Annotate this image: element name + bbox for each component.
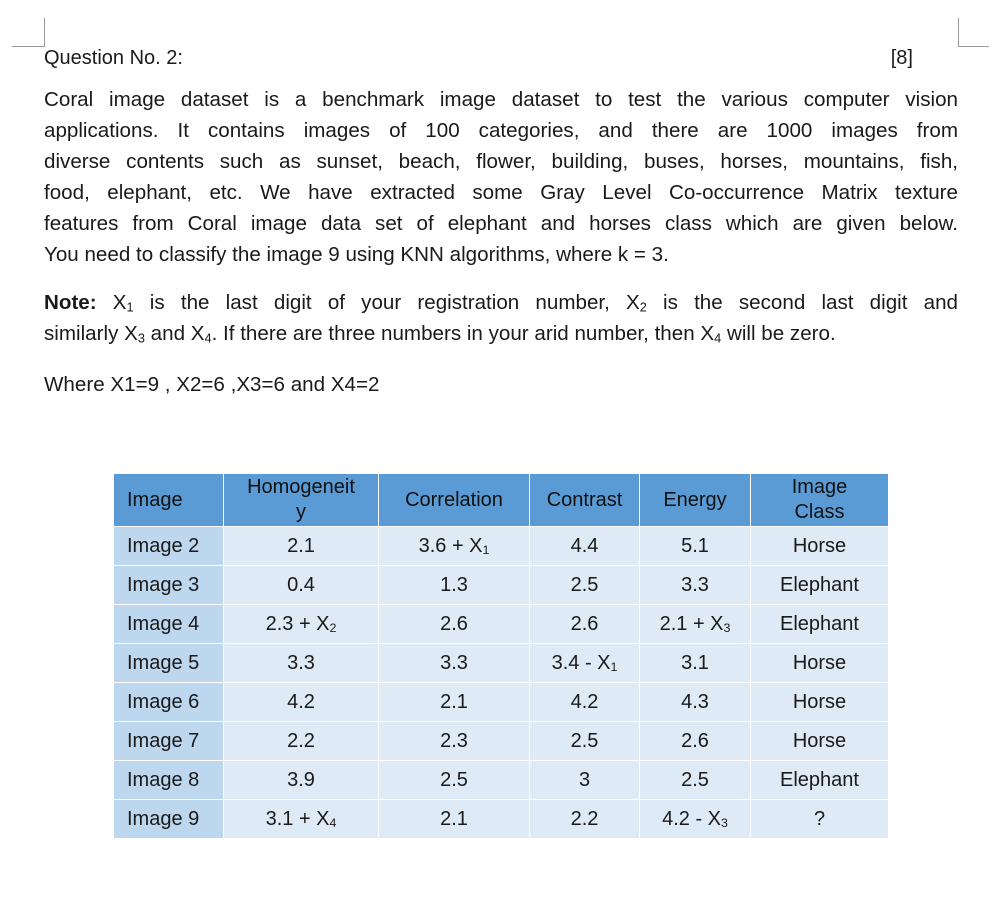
note-line-2: [44, 318, 958, 349]
note-line-1: [44, 287, 958, 318]
note-paragraph: [44, 287, 958, 349]
cell-image: Image 5: [114, 644, 224, 683]
cell-subscript: 3: [721, 815, 728, 830]
note-text: X: [96, 291, 127, 314]
note-text: . If there are three numbers in your arid number, then X: [211, 322, 715, 345]
cell-class: ?: [751, 800, 889, 839]
header-image: Image: [114, 474, 224, 527]
cell-image: Image 4: [114, 605, 224, 644]
note-subscript: 2: [639, 299, 647, 315]
cell-energy: 3.1: [640, 644, 751, 683]
cell-value: 2.3 + X: [265, 612, 330, 635]
features-table: [113, 473, 889, 839]
cell-correlation: 2.5: [379, 761, 530, 800]
cell-correlation: 3.3: [379, 644, 530, 683]
cell-homogeneity: 2.2: [224, 722, 379, 761]
note-subscript: 4: [204, 330, 212, 346]
question-marks: [8]: [890, 47, 913, 69]
note-text: is the second last digit and: [646, 291, 958, 314]
cell-subscript: 1: [610, 659, 618, 674]
cell-correlation: 2.3: [379, 722, 530, 761]
cell-subscript: 4: [329, 815, 337, 830]
cell-contrast: [530, 644, 640, 683]
cell-class: Elephant: [751, 761, 889, 800]
paragraph-line: diverse contents such as sunset, beach, flower, building, buses, horses, mountains, fish,: [44, 150, 958, 173]
cell-image: Image 2: [114, 527, 224, 566]
cell-subscript: 1: [482, 542, 490, 557]
cell-homogeneity: [224, 605, 379, 644]
note-text: is the last digit of your registration number, X: [133, 291, 640, 314]
note-text: and X: [144, 322, 205, 345]
header-class-line1: Image: [791, 476, 848, 498]
where-text: Where X1=9 , X2=6 ,X3=6 and X4=2: [44, 373, 380, 396]
cell-correlation: 2.1: [379, 683, 530, 722]
cell-homogeneity: 4.2: [224, 683, 379, 722]
cell-image: Image 9: [114, 800, 224, 839]
note-subscript: 3: [137, 330, 145, 346]
cell-class: Horse: [751, 527, 889, 566]
header-homogeneity: [224, 474, 379, 527]
question-paragraph: [44, 84, 958, 270]
cell-correlation: 2.1: [379, 800, 530, 839]
note-text: will be zero.: [721, 322, 836, 345]
paragraph-line: Coral image dataset is a benchmark image dataset to test the various computer vision: [44, 88, 958, 111]
cell-correlation: 1.3: [379, 566, 530, 605]
cell-value: 2.1 + X: [659, 612, 724, 635]
cell-value: 4.2 - X: [662, 807, 721, 830]
table-row: [114, 644, 889, 683]
cell-image: Image 8: [114, 761, 224, 800]
cell-correlation: [379, 527, 530, 566]
header-homogeneity-line2: y: [296, 501, 306, 523]
cell-image: Image 3: [114, 566, 224, 605]
crop-mark-top-right: [958, 18, 989, 47]
crop-mark-top-left: [12, 18, 45, 47]
cell-image: Image 6: [114, 683, 224, 722]
table-row: [114, 527, 889, 566]
table-header-row: [114, 474, 889, 527]
paragraph-line: applications. It contains images of 100 categories, and there are 1000 images from: [44, 119, 958, 142]
cell-contrast: 2.2: [530, 800, 640, 839]
cell-energy: 2.6: [640, 722, 751, 761]
note-text: similarly X: [44, 322, 138, 345]
cell-contrast: 3: [530, 761, 640, 800]
cell-energy: 3.3: [640, 566, 751, 605]
cell-homogeneity: 0.4: [224, 566, 379, 605]
cell-energy: 4.3: [640, 683, 751, 722]
note-subscript: 1: [126, 299, 134, 315]
cell-subscript: 2: [329, 620, 337, 635]
header-class-line2: Class: [794, 501, 845, 523]
cell-contrast: 4.2: [530, 683, 640, 722]
cell-class: Elephant: [751, 605, 889, 644]
cell-contrast: 2.5: [530, 566, 640, 605]
cell-value: 3.6 + X: [418, 534, 483, 557]
cell-homogeneity: [224, 800, 379, 839]
cell-class: Elephant: [751, 566, 889, 605]
table-row: [114, 800, 889, 839]
table-row: [114, 761, 889, 800]
cell-image: Image 7: [114, 722, 224, 761]
header-homogeneity-line1: Homogeneit: [247, 476, 355, 498]
table-row: [114, 683, 889, 722]
header-correlation: Correlation: [379, 474, 530, 527]
cell-subscript: 3: [723, 620, 731, 635]
paragraph-line: You need to classify the image 9 using KNN algorithms, where k = 3.: [44, 243, 669, 266]
paragraph-line: features from Coral image data set of elephant and horses class which are given below.: [44, 212, 958, 235]
header-image-class: [751, 474, 889, 527]
table-row: [114, 605, 889, 644]
paragraph-line: food, elephant, etc. We have extracted some Gray Level Co-occurrence Matrix texture: [44, 181, 958, 204]
cell-correlation: 2.6: [379, 605, 530, 644]
question-header: [44, 47, 913, 73]
cell-homogeneity: 3.3: [224, 644, 379, 683]
table-row: [114, 566, 889, 605]
cell-contrast: 2.6: [530, 605, 640, 644]
question-title: Question No. 2:: [44, 47, 183, 69]
cell-contrast: 4.4: [530, 527, 640, 566]
header-energy: Energy: [640, 474, 751, 527]
cell-energy: [640, 605, 751, 644]
cell-energy: 5.1: [640, 527, 751, 566]
cell-class: Horse: [751, 644, 889, 683]
cell-energy: 2.5: [640, 761, 751, 800]
header-contrast: Contrast: [530, 474, 640, 527]
cell-homogeneity: 2.1: [224, 527, 379, 566]
table-row: [114, 722, 889, 761]
cell-homogeneity: 3.9: [224, 761, 379, 800]
cell-value: 3.1 + X: [265, 807, 330, 830]
cell-class: Horse: [751, 683, 889, 722]
cell-value: 3.4 - X: [551, 651, 611, 674]
cell-energy: [640, 800, 751, 839]
note-subscript: 4: [714, 330, 722, 346]
cell-class: Horse: [751, 722, 889, 761]
note-label: Note:: [44, 291, 97, 314]
where-paragraph: [44, 369, 958, 400]
cell-contrast: 2.5: [530, 722, 640, 761]
